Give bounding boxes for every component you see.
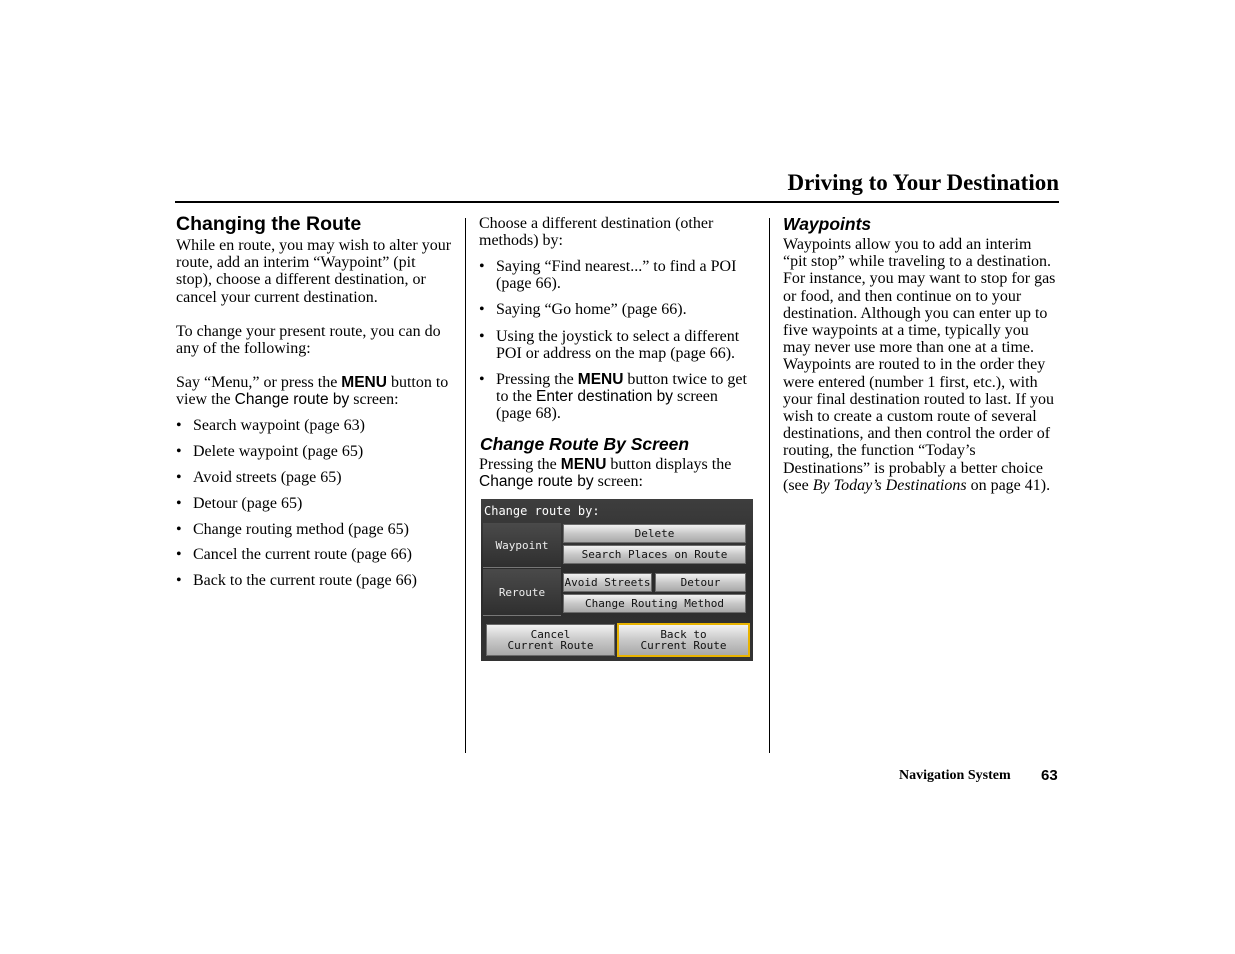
- subsection-heading: Change Route By Screen: [480, 434, 690, 454]
- list-item: • Saying “Go home” (page 66).: [479, 301, 757, 318]
- detour-button[interactable]: Detour: [655, 573, 746, 592]
- cancel-current-route-button[interactable]: Cancel Current Route: [486, 624, 615, 656]
- screen-name: Enter destination by: [536, 388, 674, 406]
- list-item: • Avoid streets (page 65): [176, 469, 456, 486]
- search-places-button[interactable]: Search Places on Route: [563, 545, 746, 564]
- page-number: 63: [1041, 767, 1058, 784]
- list-item: • Search waypoint (page 63): [176, 417, 456, 434]
- screen-header: Change route by:: [484, 504, 600, 518]
- menu-keyword: MENU: [341, 374, 387, 391]
- title-rule: [175, 201, 1059, 203]
- reroute-group-label: Reroute: [483, 569, 561, 616]
- list-item: • Change routing method (page 65): [176, 521, 456, 538]
- section-heading: Changing the Route: [176, 213, 362, 235]
- waypoints-heading: Waypoints: [783, 214, 872, 234]
- waypoints-paragraph: [783, 236, 1059, 494]
- page-title: Driving to Your Destination: [787, 170, 1059, 195]
- list-item: • Delete waypoint (page 65): [176, 443, 456, 460]
- menu-keyword: MENU: [560, 456, 607, 473]
- column-divider-left: [465, 218, 466, 753]
- screen-name: Change route by: [234, 391, 350, 409]
- avoid-streets-button[interactable]: Avoid Streets: [563, 573, 652, 592]
- list-item: • Detour (page 65): [176, 495, 456, 512]
- list-item: • Back to the current route (page 66): [176, 572, 456, 589]
- screen-description: [479, 456, 757, 490]
- menu-instruction: [176, 374, 456, 408]
- waypoints-text: Waypoints allow you to add an interim “pit stop” while traveling to a destination. For instance, you may want to stop for gas or food, and then continue on to your destination. Although you can enter up to five waypoints at a time, typically you may never use more than one at a time. Waypoints are routed to in the order they were entered (number 1 first, etc.), with your final destination routed to last. If you wish to create a custom route of several destinations, and then control the order of routing, the function “Today’s Destinations” is probably a better choice (see: [783, 236, 1056, 494]
- instruction-text: screen (page 68).: [496, 388, 718, 423]
- waypoints-text: on page 41).: [966, 476, 1051, 494]
- change-routing-method-button[interactable]: Change Routing Method: [563, 594, 746, 613]
- instruction-text: Pressing the: [479, 456, 561, 473]
- column-divider-right: [769, 218, 770, 753]
- footer-section-label: Navigation System: [899, 768, 1011, 783]
- other-methods-intro: Choose a different destination (other methods) by:: [479, 215, 714, 250]
- list-item: • Saying “Find nearest...” to find a POI (page 66).: [479, 258, 757, 292]
- list-item: • Using the joystick to select a different POI or address on the map (page 66).: [479, 328, 757, 362]
- instruction-text: button twice to get to the: [496, 371, 747, 406]
- change-route-options-list: [176, 417, 456, 590]
- instruction-text: button displays the: [606, 456, 732, 473]
- instruction-text: Pressing the: [496, 371, 578, 389]
- options-paragraph: To change your present route, you can do any of the following:: [176, 323, 441, 358]
- instruction-text: Say “Menu,” or press the: [176, 374, 342, 391]
- back-to-current-route-button[interactable]: Back to Current Route: [617, 623, 750, 657]
- reference-title: By Today’s Destinations: [812, 476, 967, 494]
- screen-name: Change route by: [479, 473, 594, 491]
- list-item: [479, 371, 757, 423]
- delete-button[interactable]: Delete: [563, 524, 746, 543]
- instruction-text: screen:: [349, 391, 399, 409]
- instruction-text: button to view the: [176, 374, 449, 409]
- intro-paragraph: While en route, you may wish to alter your route, add an interim “Waypoint” (pit stop), choose a different destination, or cancel your current destination.: [176, 237, 452, 306]
- instruction-text: screen:: [593, 473, 643, 491]
- menu-keyword: MENU: [577, 371, 624, 389]
- other-methods-list: [479, 258, 757, 423]
- waypoint-group-label: Waypoint: [483, 523, 561, 568]
- list-item: • Cancel the current route (page 66): [176, 546, 456, 563]
- change-route-screen-image: [481, 499, 753, 661]
